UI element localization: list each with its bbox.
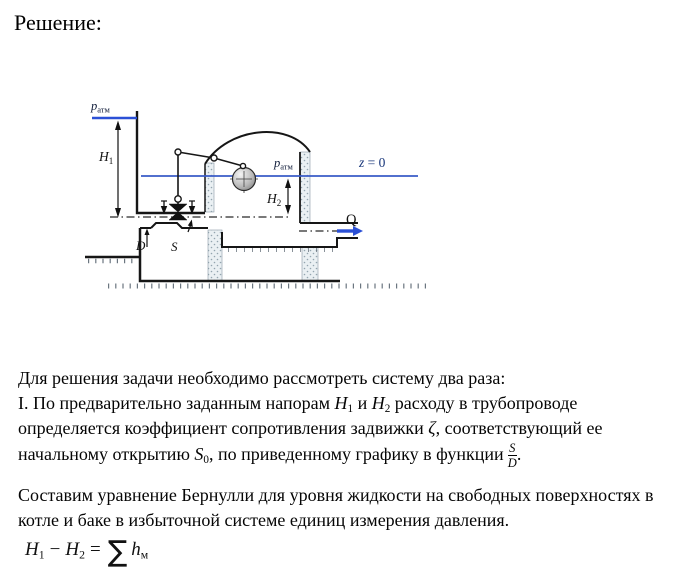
float-ball (230, 165, 258, 193)
minus-sign: − (49, 539, 61, 560)
formula-h: h (131, 539, 141, 560)
var-H1-sub: 1 (347, 403, 354, 416)
p1-line2b: расходу в трубопроводе (390, 393, 578, 413)
p-atm-label-left: $p_{атм}$ (91, 99, 110, 115)
p1-line3a: определяется коэффициент сопротивления задвижки (18, 418, 429, 438)
var-S0-sub: 0 (203, 454, 209, 467)
p1-line3b: , соответствующий ее (435, 418, 603, 438)
boiler-wall (137, 111, 205, 213)
h1-label: $H_1$ (99, 149, 114, 166)
paragraph-2 (18, 483, 688, 533)
fraction-numerator: S (509, 441, 516, 455)
p1-line4a: начальному открытию (18, 444, 195, 465)
p1-line4b: , по приведенному графику в функции (208, 444, 504, 465)
head-loss-formula (25, 534, 148, 568)
equals-sign: = (89, 539, 101, 560)
paragraph-1 (18, 366, 688, 470)
var-H2: H (371, 393, 385, 413)
page-title: Решение: (14, 10, 102, 35)
h1-dimension-arrow (115, 121, 121, 218)
var-S0: S (194, 444, 204, 465)
fraction-denominator: D (507, 456, 517, 470)
p1-line1: Для решения задачи необходимо рассмотреть систему два раза: (18, 368, 506, 388)
z-zero-label: z = 0 (359, 155, 386, 170)
h2-dimension-arrow (285, 179, 291, 215)
formula-H2-sub: 2 (79, 548, 85, 562)
fraction-S-over-D (508, 441, 517, 470)
p2-line2: котле и баке в избыточной системе единиц измерения давления. (18, 510, 510, 530)
p1-line4-period: . (516, 444, 522, 465)
formula-H1-sub: 1 (38, 548, 45, 562)
var-H1: H (334, 393, 348, 413)
formula-H1: H (25, 539, 39, 560)
h2-label: $H_2$ (267, 191, 282, 208)
d-label: D (136, 238, 146, 253)
p-atm-label-tank: $p_{атм}$ (274, 156, 293, 172)
var-H2-sub: 2 (384, 403, 391, 416)
formula-h-sub: м (140, 548, 149, 562)
p2-line1: Составим уравнение Бернулли для уровня жидкости на свободных поверхностях в (18, 485, 654, 505)
hydraulic-scheme-figure (84, 90, 430, 306)
q-label: Q (346, 212, 357, 228)
summation-sigma: ∑ (107, 534, 128, 568)
p1-line2a: I. По предварительно заданным напорам (18, 393, 335, 413)
p1-line2-and: и (353, 393, 372, 413)
formula-H2: H (65, 539, 80, 560)
var-zeta: ζ (428, 418, 436, 438)
s-label: S (171, 239, 178, 254)
